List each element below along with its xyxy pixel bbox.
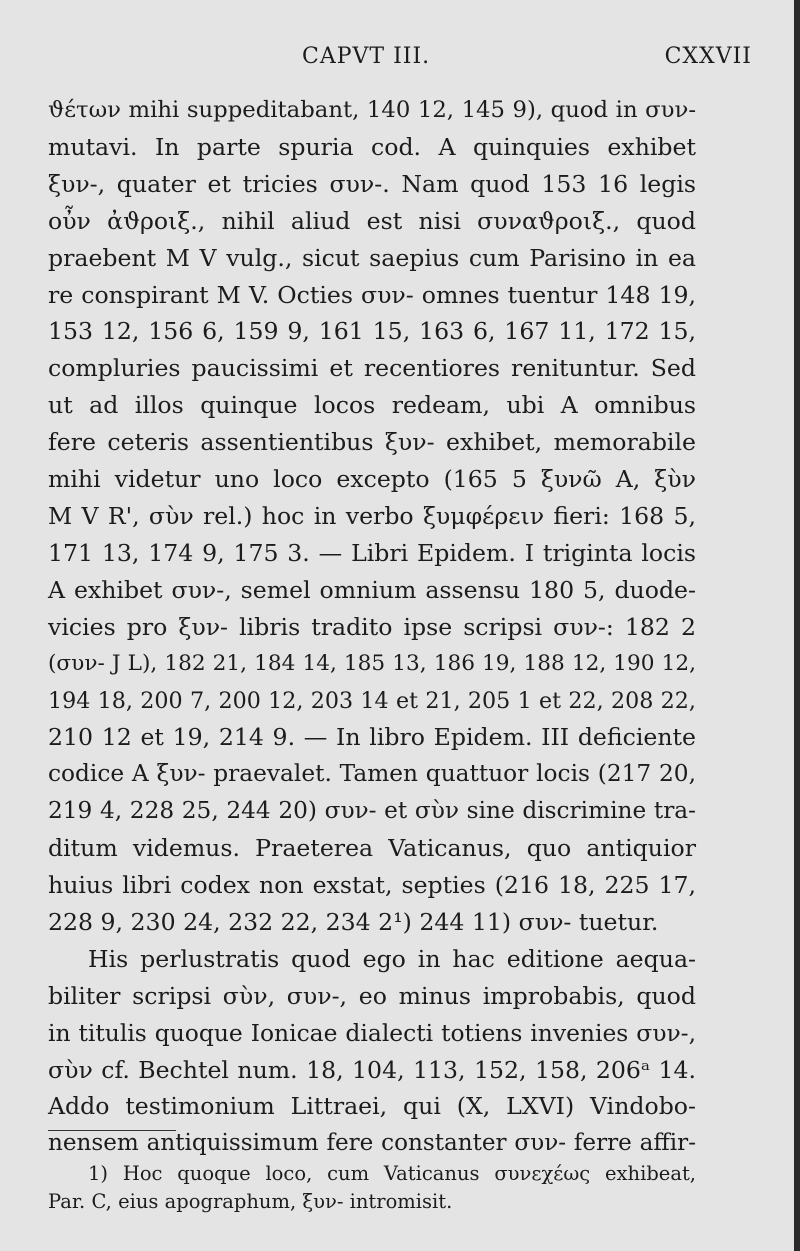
text-line: (συν- J L), 182 21, 184 14, 185 13, 186 19, 188 12, 190 12, [48, 650, 696, 676]
footnote-line: Par. C, eius apographum, ξυν- intromisit. [48, 1190, 453, 1213]
running-title: CAPVT III. [302, 44, 431, 69]
text-line: 171 13, 174 9, 175 3. — Libri Epidem. I triginta locis [48, 538, 696, 567]
text-line: biliter scripsi σὺν, συν-, eo minus improbabis, quod [48, 981, 696, 1010]
text-line: 153 12, 156 6, 159 9, 161 15, 163 6, 167 11, 172 15, [48, 317, 696, 346]
text-line: codice A ξυν- praevalet. Tamen quattuor locis (217 20, [48, 760, 696, 788]
text-line: 194 18, 200 7, 200 12, 203 14 et 21, 205 1 et 22, 208 22, [48, 687, 696, 714]
text-line: re conspirant M V. Octies συν- omnes tuentur 148 19, [48, 280, 696, 309]
text-line: praebent M V vulg., sicut saepius cum Parisino in ea [48, 243, 696, 272]
text-line: in titulis quoque Ionicae dialecti totiens invenies συν-, [48, 1018, 696, 1047]
text-line: huius libri codex non exstat, septies (216 18, 225 17, [48, 871, 696, 900]
page-number: CXXVII [664, 44, 752, 69]
text-line: M V R', σὺν rel.) hoc in verbo ξυμφέρειν fieri: 168 5, [48, 501, 696, 530]
text-line: 210 12 et 19, 214 9. — In libro Epidem. III deficiente [48, 723, 696, 752]
text-line: His perlustratis quod ego in hac editione aequa- [88, 944, 696, 973]
text-line: Addo testimonium Littraei, qui (X, LXVI) Vindobo- [48, 1092, 696, 1121]
footnote-line: 1) Hoc quoque loco, cum Vaticanus συνεχέως exhibeat, [88, 1162, 696, 1185]
text-line: ditum videmus. Praeterea Vaticanus, quo antiquior [48, 834, 696, 863]
main-text [48, 92, 696, 1162]
text-line: mutavi. In parte spuria cod. A quinquies exhibet [48, 132, 696, 161]
text-line: οὖν ἀϑροιξ., nihil aliud est nisi συναϑροιξ., quod [48, 206, 696, 235]
text-line: vicies pro ξυν- libris tradito ipse scripsi συν-: 182 2 [48, 612, 696, 641]
text-line: 219 4, 228 25, 244 20) συν- et σὺν sine discrimine tra- [48, 797, 696, 825]
text-line: ξυν-, quater et tricies συν-. Nam quod 153 16 legis [48, 169, 696, 198]
text-line: ϑέτων mihi suppeditabant, 140 12, 145 9), quod in συν- [48, 97, 696, 123]
text-line: nensem antiquissimum fere constanter συν- ferre affir- [48, 1130, 696, 1157]
text-line: ut ad illos quinque locos redeam, ubi A omnibus [48, 391, 696, 420]
text-line: mihi videtur uno loco excepto (165 5 ξυνῶ A, ξὺν [48, 465, 696, 494]
footnotes [48, 1160, 696, 1216]
text-line: compluries paucissimi et recentiores renituntur. Sed [48, 354, 696, 383]
page-header [48, 44, 752, 74]
page-edge-shadow [794, 0, 800, 1251]
text-line: fere ceteris assentientibus ξυν- exhibet, memorabile [48, 428, 696, 457]
text-line: A exhibet συν-, semel omnium assensu 180 5, duode- [48, 575, 696, 604]
footnote-separator [48, 1130, 176, 1131]
text-line: 228 9, 230 24, 232 22, 234 2¹) 244 11) συν- tuetur. [48, 907, 659, 936]
text-line: σὺν cf. Bechtel num. 18, 104, 113, 152, 158, 206ᵃ 14. [48, 1055, 696, 1084]
